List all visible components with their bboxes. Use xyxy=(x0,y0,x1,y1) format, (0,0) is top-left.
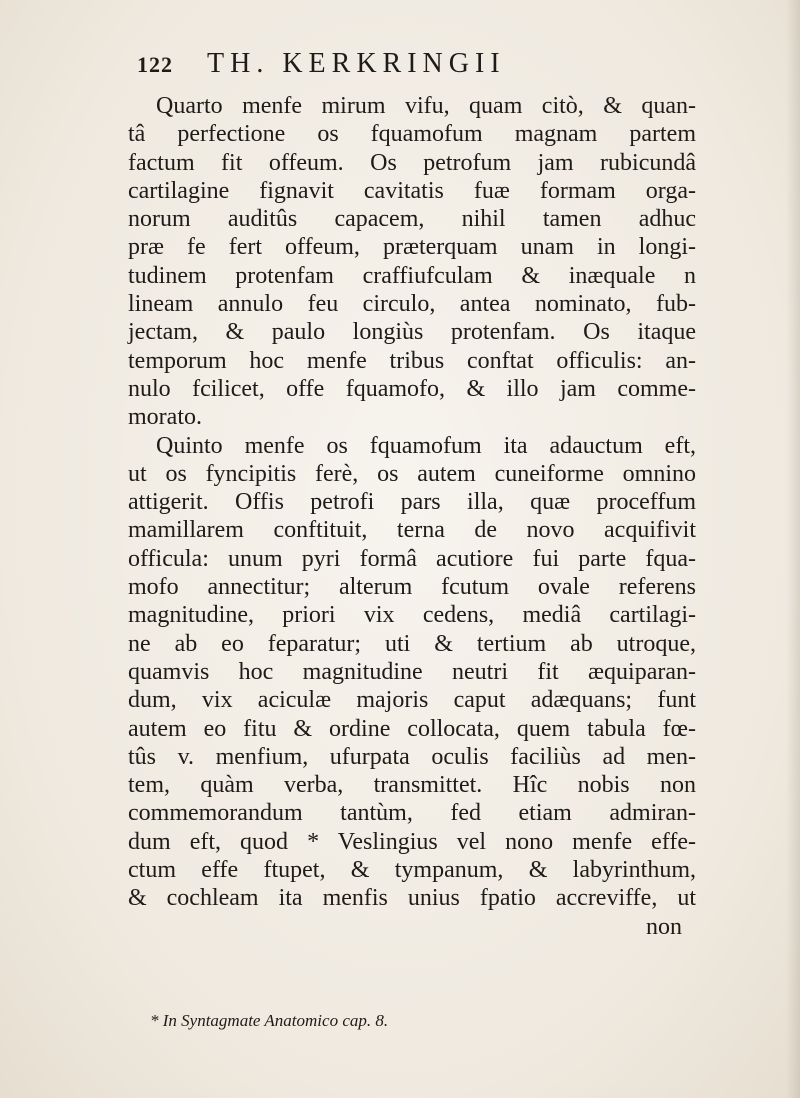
catchword: non xyxy=(646,913,682,940)
text-line: dum eft, quod * Veslingius vel nono menfe effe- xyxy=(128,828,696,855)
text-line: tâ perfectione os fquamofum magnam partem xyxy=(128,121,696,148)
text-line: tudinem protenfam craffiufculam & inæquale n xyxy=(128,262,696,289)
text-line: ctum effe ftupet, & tympanum, & labyrinthum, xyxy=(128,857,696,884)
page-edge-shadow xyxy=(786,0,800,1098)
page-number: 122 xyxy=(137,52,173,77)
text-line: autem eo fitu & ordine collocata, quem tabula fœ- xyxy=(128,715,696,742)
running-title: TH. KERKRINGII xyxy=(207,48,506,79)
text-line: mamillarem conftituit, terna de novo acquifivit xyxy=(128,517,696,544)
text-line: præ fe fert offeum, præterquam unam in longi- xyxy=(128,234,696,261)
text-line: officula: unum pyri formâ acutiore fui parte fqua- xyxy=(128,545,696,572)
text-line: morato. xyxy=(128,404,202,431)
text-line: dum, vix aciculæ majoris caput adæquans; funt xyxy=(128,687,696,714)
text-line: magnitudine, priori vix cedens, mediâ cartilagi- xyxy=(128,602,696,629)
text-line: ut os fyncipitis ferè, os autem cuneiforme omnino xyxy=(128,460,696,487)
text-line: norum auditûs capacem, nihil tamen adhuc xyxy=(128,206,696,233)
text-line: nulo fcilicet, offe fquamofo, & illo jam comme- xyxy=(128,375,696,402)
text-line: lineam annulo feu circulo, antea nominato, fub- xyxy=(128,291,696,318)
text-line: jectam, & paulo longiùs protenfam. Os itaque xyxy=(128,319,696,346)
text-line: commemorandum tantùm, fed etiam admiran- xyxy=(128,800,696,827)
text-line: quamvis hoc magnitudine neutri fit æquiparan- xyxy=(128,658,696,685)
body-text xyxy=(128,92,696,941)
text-line: mofo annectitur; alterum fcutum ovale referens xyxy=(128,574,696,601)
text-line: ne ab eo feparatur; uti & tertium ab utroque, xyxy=(128,630,696,657)
text-line: cartilagine fignavit cavitatis fuæ formam orga- xyxy=(128,177,696,204)
running-head xyxy=(137,48,697,88)
footnote: * In Syntagmate Anatomico cap. 8. xyxy=(150,1011,389,1030)
text-line: tûs v. menfium, ufurpata oculis faciliùs ad men- xyxy=(128,743,696,770)
text-line: Quarto menfe mirum vifu, quam citò, & quan- xyxy=(156,93,696,119)
text-line: Quinto menfe os fquamofum ita adauctum eft, xyxy=(156,432,696,459)
text-line: factum fit offeum. Os petrofum jam rubicundâ xyxy=(128,149,696,176)
text-line: & cochleam ita menfis unius fpatio accreviffe, ut xyxy=(128,885,696,912)
text-line: attigerit. Offis petrofi pars illa, quæ proceffum xyxy=(128,489,696,516)
text-line: temporum hoc menfe tribus conftat officulis: an- xyxy=(128,347,696,374)
text-line: tem, quàm verba, transmittet. Hîc nobis non xyxy=(128,772,696,799)
